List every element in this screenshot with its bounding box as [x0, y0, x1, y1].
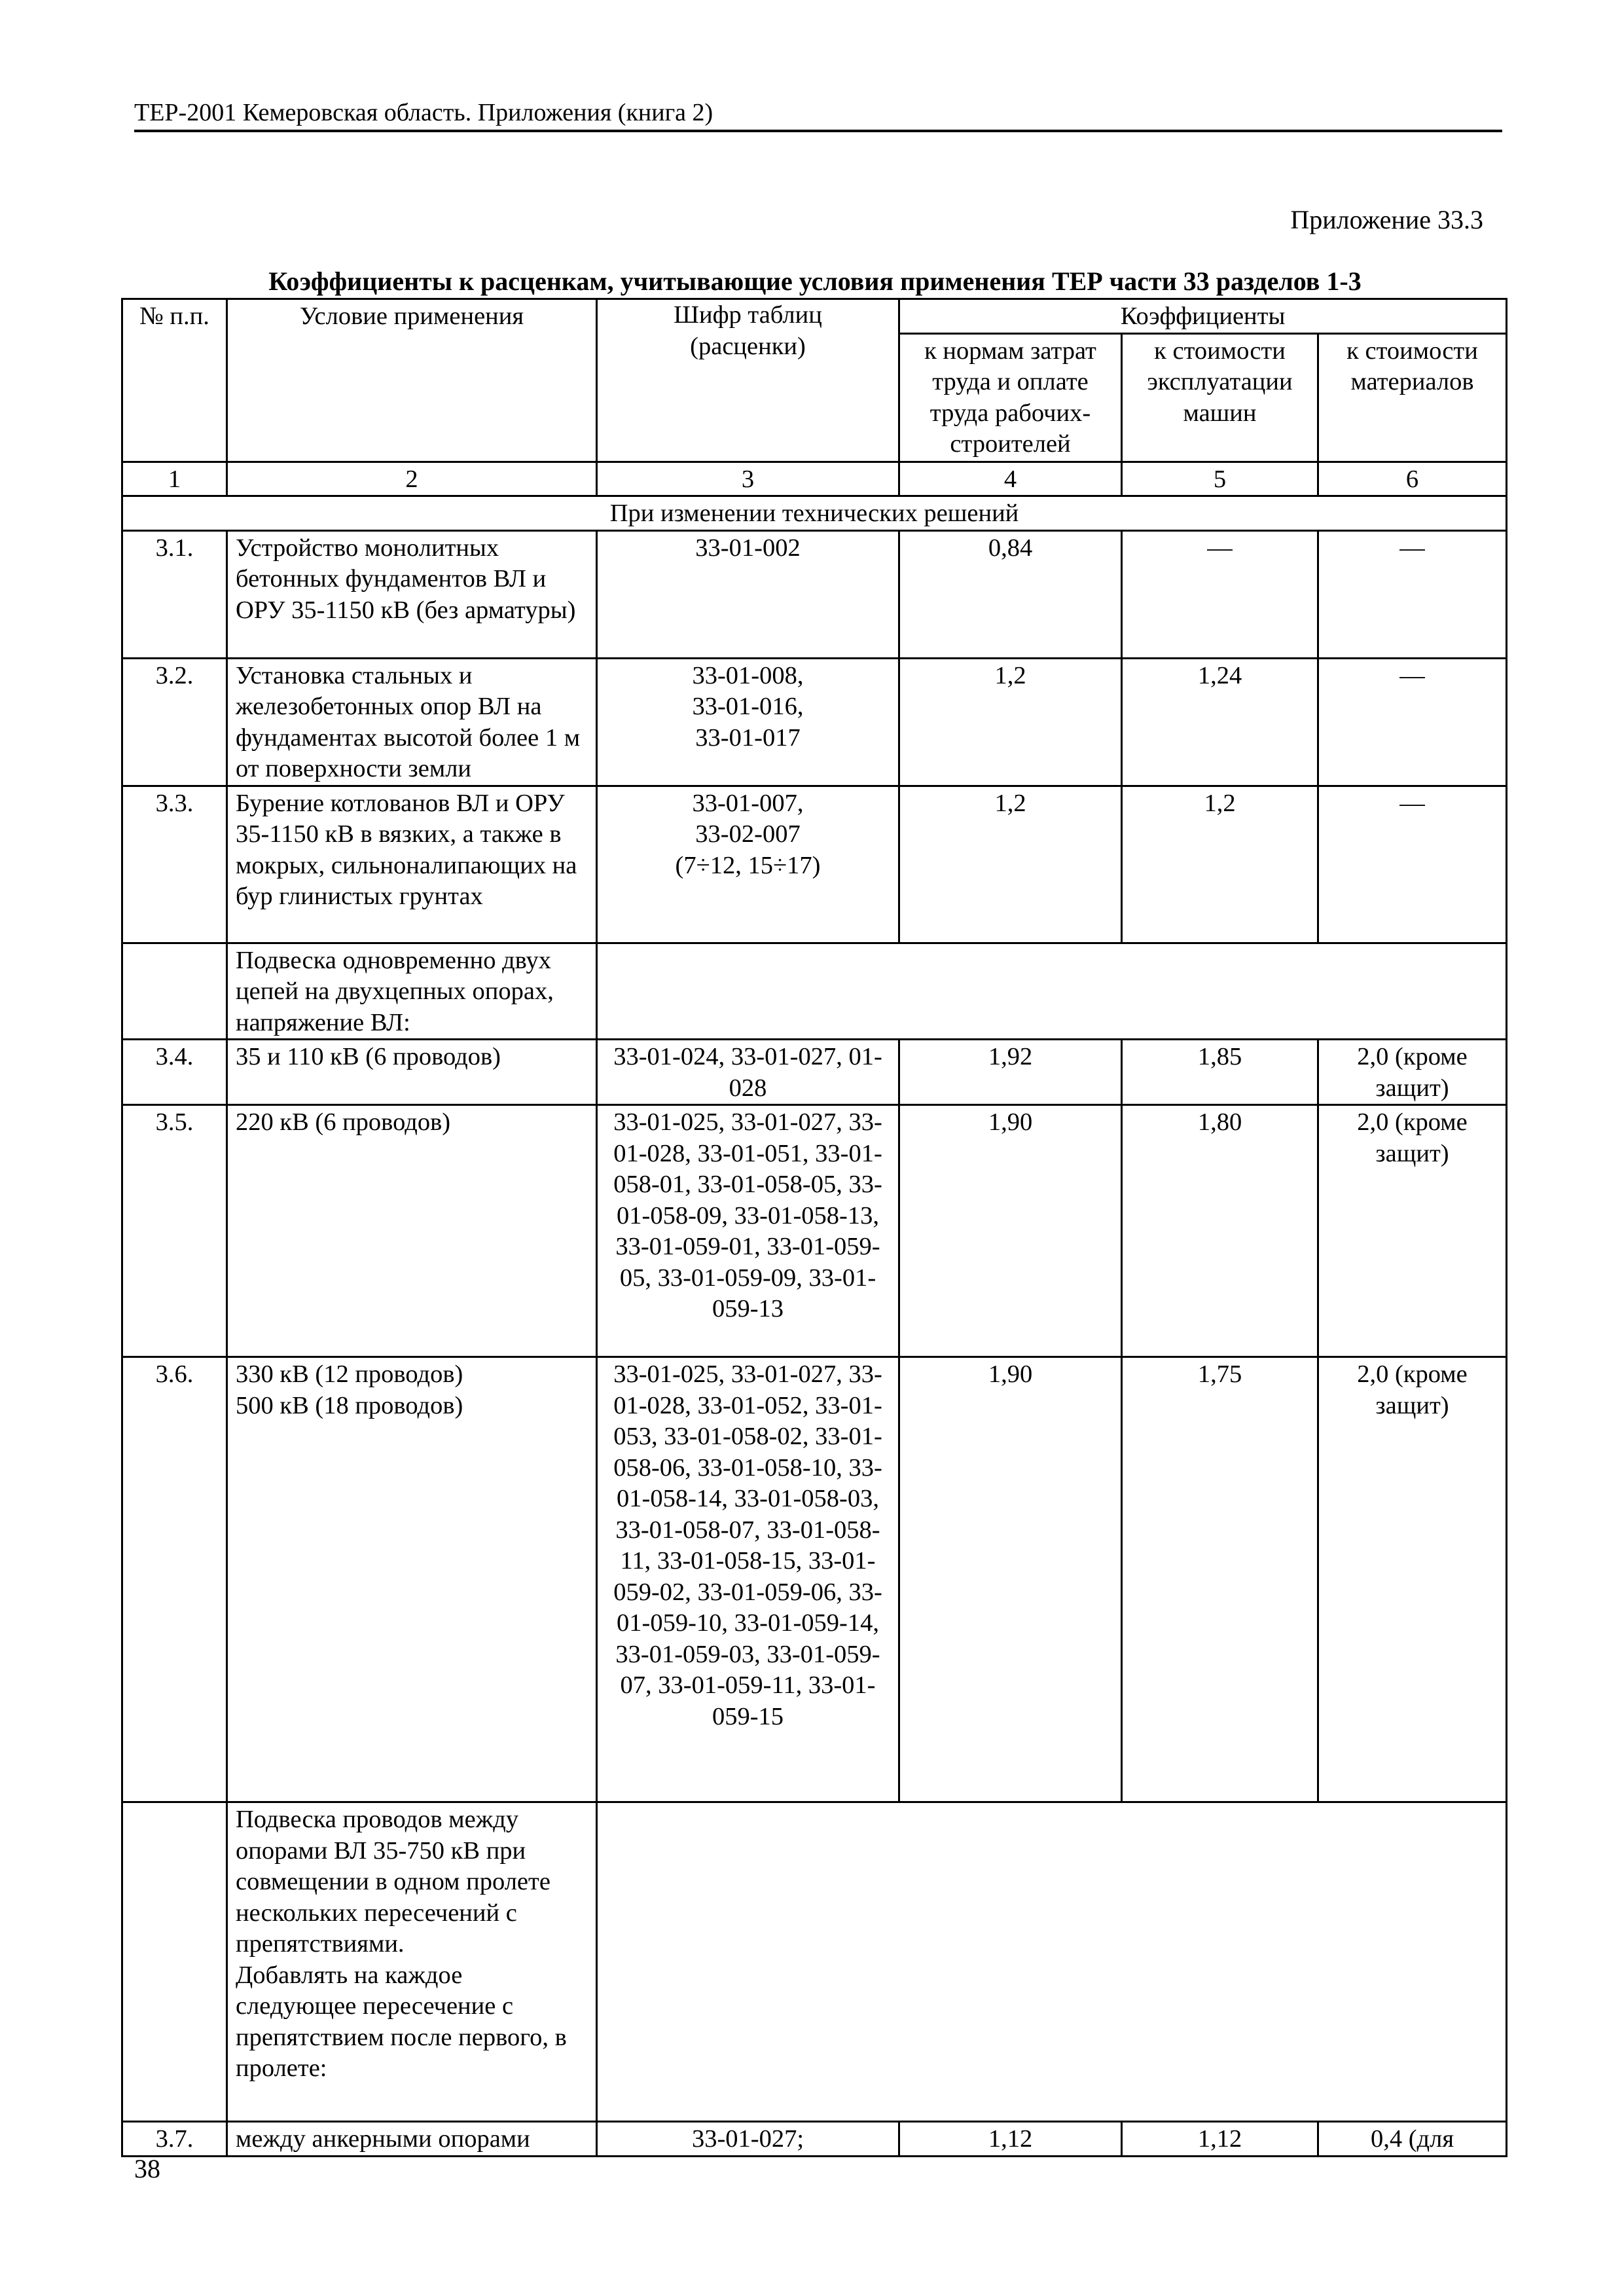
row-machines-coef: 1,12 — [1122, 2122, 1318, 2157]
row-code: 33-01-008, 33-01-016, 33-01-017 — [597, 658, 899, 786]
row-machines-coef: 1,2 — [1122, 786, 1318, 943]
group-condition: Подвеска одновременно двух цепей на двухцепных опорах, напряжение ВЛ: — [227, 943, 597, 1040]
column-number-row — [122, 462, 1507, 496]
table-row — [122, 2122, 1507, 2157]
row-materials-coef: — — [1318, 786, 1507, 943]
header-rule — [134, 130, 1502, 132]
head-number: № п.п. — [122, 299, 227, 462]
row-labor-coef: 1,90 — [899, 1357, 1122, 1802]
head-condition: Условие применения — [227, 299, 597, 462]
row-machines-coef: 1,80 — [1122, 1105, 1318, 1357]
row-materials-coef: 2,0 (кроме защит) — [1318, 1105, 1507, 1357]
appendix-label: Приложение 33.3 — [1290, 205, 1483, 234]
row-machines-coef: 1,75 — [1122, 1357, 1318, 1802]
row-number: 3.4. — [122, 1040, 227, 1105]
row-condition: Бурение котлованов ВЛ и ОРУ 35-1150 кВ в вязких, а также в мокрых, сильноналипающих на бур глинистых грунтах — [227, 786, 597, 943]
group-empty-cell — [597, 943, 1507, 1040]
row-machines-coef: — — [1122, 530, 1318, 658]
row-code: 33-01-025, 33-01-027, 33-01-028, 33-01-052, 33-01-053, 33-01-058-02, 33-01-058-06, 33-01-058-10, 33-01-058-14, 33-01-058-03, 33-01-058-07, 33-01-058-11, 33-01-058-15, 33-01-059-02, 33-01-059-06, 33-01-059-10, 33-01-059-14, 33-01-059-03, 33-01-059-07, 33-01-059-11, 33-01-059-15 — [597, 1357, 899, 1802]
row-labor-coef: 1,2 — [899, 786, 1122, 943]
row-machines-coef: 1,85 — [1122, 1040, 1318, 1105]
row-condition: 330 кВ (12 проводов) 500 кВ (18 проводов) — [227, 1357, 597, 1802]
row-code: 33-01-024, 33-01-027, 01-028 — [597, 1040, 899, 1105]
head-materials: к стоимости материалов — [1318, 333, 1507, 462]
head-code: Шифр таблиц (расценки) — [597, 299, 899, 462]
row-condition: между анкерными опорами — [227, 2122, 597, 2157]
head-coefficients: Коэффициенты — [899, 299, 1507, 334]
column-number: 5 — [1122, 462, 1318, 496]
row-number: 3.3. — [122, 786, 227, 943]
column-number: 6 — [1318, 462, 1507, 496]
table-row — [122, 786, 1507, 943]
row-code: 33-01-025, 33-01-027, 33-01-028, 33-01-051, 33-01-058-01, 33-01-058-05, 33-01-058-09, 33-01-058-13, 33-01-059-01, 33-01-059-05, 33-01-059-09, 33-01-059-13 — [597, 1105, 899, 1357]
group-row — [122, 943, 1507, 1040]
column-number: 4 — [899, 462, 1122, 496]
coefficients-table — [121, 298, 1507, 2157]
table-row — [122, 1040, 1507, 1105]
group-row — [122, 1802, 1507, 2122]
row-number: 3.1. — [122, 530, 227, 658]
section-heading: При изменении технических решений — [122, 496, 1507, 531]
row-labor-coef: 0,84 — [899, 530, 1122, 658]
column-number: 2 — [227, 462, 597, 496]
table-title: Коэффициенты к расценкам, учитывающие условия применения ТЕР части 33 разделов 1-3 — [268, 266, 1362, 296]
row-code: 33-01-002 — [597, 530, 899, 658]
row-number: 3.5. — [122, 1105, 227, 1357]
column-number: 3 — [597, 462, 899, 496]
row-number: 3.2. — [122, 658, 227, 786]
row-materials-coef: 2,0 (кроме защит) — [1318, 1357, 1507, 1802]
group-condition: Подвеска проводов между опорами ВЛ 35-750 кВ при совмещении в одном пролете нескольких пересечений с препятствиями. Добавлять на каждое следующее пересечение с препятствием после первого, в пролете: — [227, 1802, 597, 2122]
row-condition: Устройство монолитных бетонных фундаментов ВЛ и ОРУ 35-1150 кВ (без арматуры) — [227, 530, 597, 658]
table-row — [122, 658, 1507, 786]
row-materials-coef: — — [1318, 530, 1507, 658]
page-number: 38 — [134, 2154, 160, 2183]
row-condition: Установка стальных и железобетонных опор ВЛ на фундаментах высотой более 1 м от поверхности земли — [227, 658, 597, 786]
row-number: 3.6. — [122, 1357, 227, 1802]
table-row — [122, 1105, 1507, 1357]
head-labor: к нормам затрат труда и оплате труда рабочих-строителей — [899, 333, 1122, 462]
section-row — [122, 496, 1507, 531]
row-condition: 220 кВ (6 проводов) — [227, 1105, 597, 1357]
row-number — [122, 1802, 227, 2122]
row-labor-coef: 1,12 — [899, 2122, 1122, 2157]
head-machines: к стоимости эксплуатации машин — [1122, 333, 1318, 462]
row-machines-coef: 1,24 — [1122, 658, 1318, 786]
row-materials-coef: 2,0 (кроме защит) — [1318, 1040, 1507, 1105]
table-row — [122, 530, 1507, 658]
row-code: 33-01-027; — [597, 2122, 899, 2157]
row-number — [122, 943, 227, 1040]
row-labor-coef: 1,92 — [899, 1040, 1122, 1105]
running-title: ТЕР-2001 Кемеровская область. Приложения (книга 2) — [134, 99, 713, 126]
column-number: 1 — [122, 462, 227, 496]
row-number: 3.7. — [122, 2122, 227, 2157]
row-labor-coef: 1,2 — [899, 658, 1122, 786]
row-materials-coef: — — [1318, 658, 1507, 786]
row-labor-coef: 1,90 — [899, 1105, 1122, 1357]
row-materials-coef: 0,4 (для — [1318, 2122, 1507, 2157]
row-code: 33-01-007, 33-02-007 (7÷12, 15÷17) — [597, 786, 899, 943]
row-condition: 35 и 110 кВ (6 проводов) — [227, 1040, 597, 1105]
group-empty-cell — [597, 1802, 1507, 2122]
table-row — [122, 1357, 1507, 1802]
